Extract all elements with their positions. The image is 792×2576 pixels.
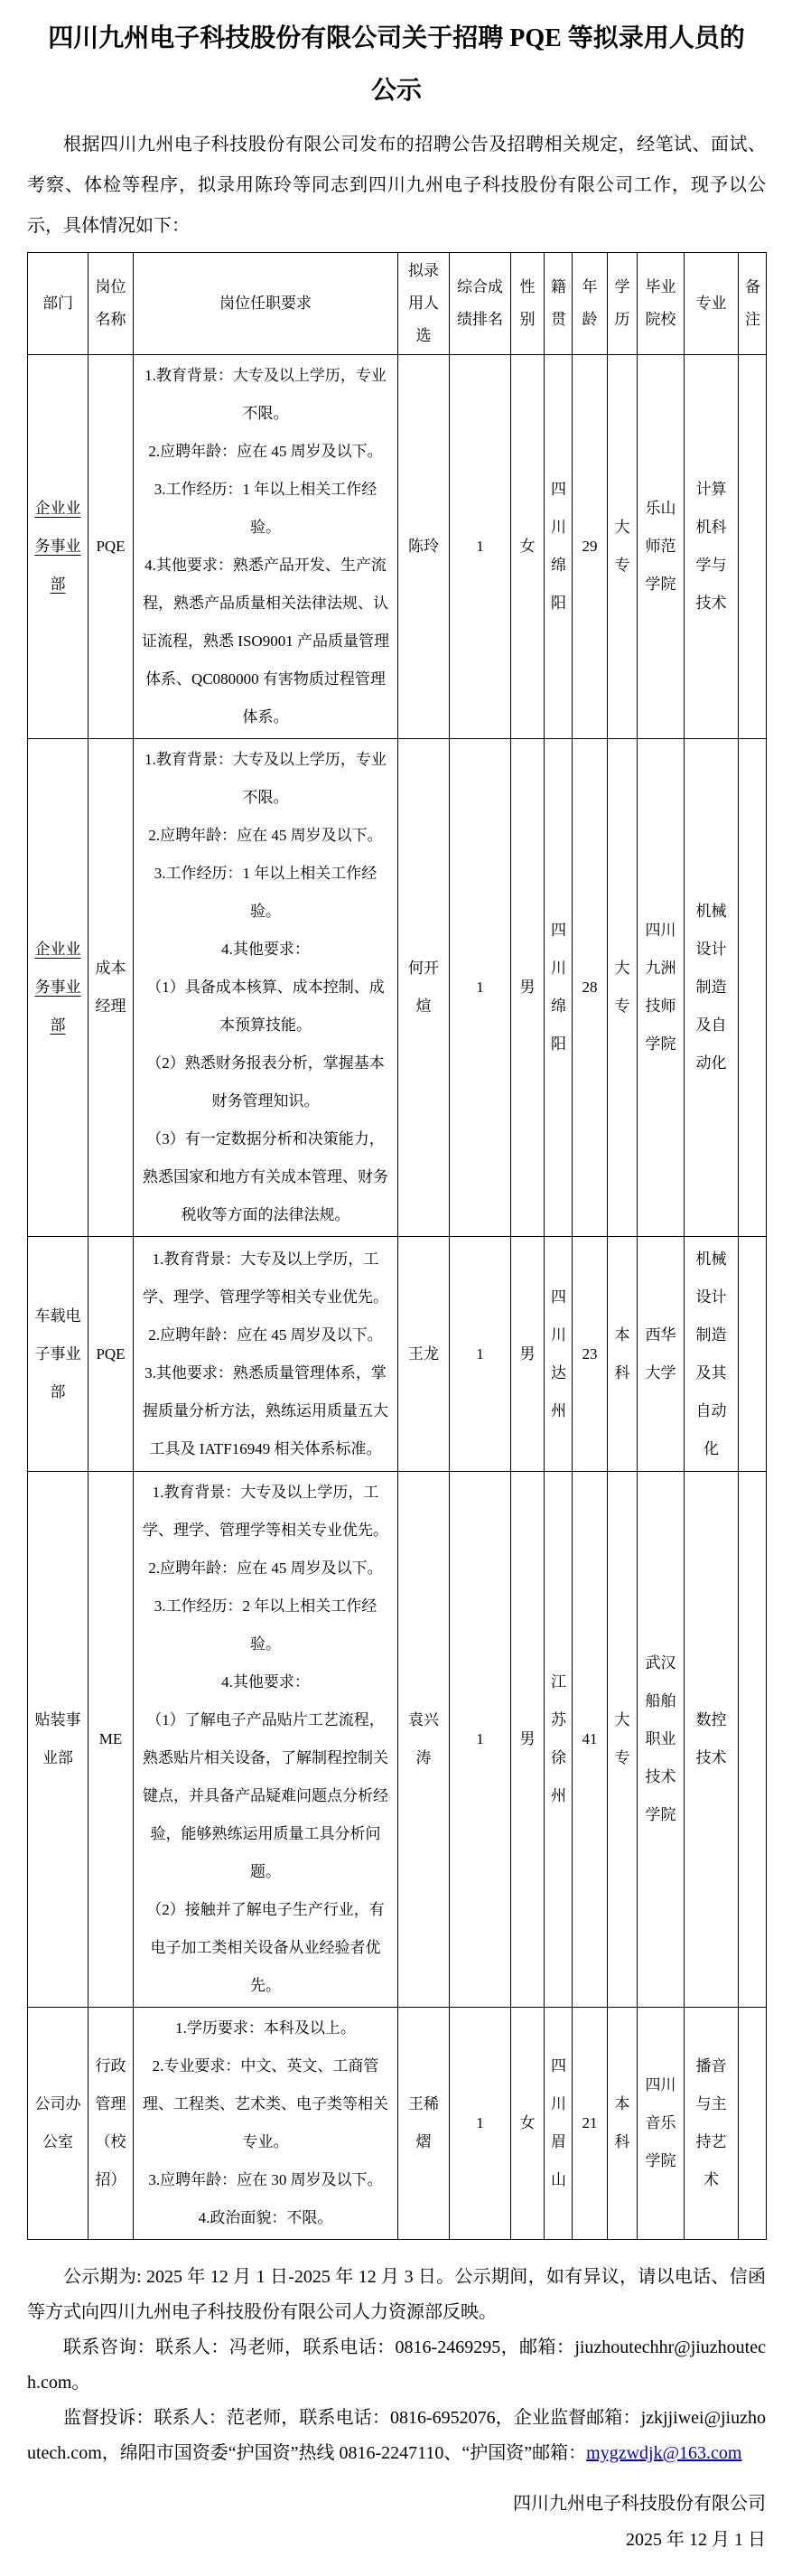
contact-paragraph: 联系咨询：联系人：冯老师，联系电话：0816-2469295，邮箱：jiuzhoutechhr@jiuzhoutech.com。 (27, 2337, 766, 2393)
requirement-line: （3）有一定数据分析和决策能力，熟悉国家和地方有关成本管理、财务税收等方面的法律法规。 (143, 1130, 388, 1223)
cell-rank: 1 (450, 355, 511, 739)
table-row (28, 739, 767, 1237)
cell-school: 四川音乐学院 (638, 2008, 685, 2240)
cell-candidate: 王龙 (398, 1237, 450, 1472)
requirement-line: 1.教育背景：大专及以上学历，工学、理学、管理学等相关专业优先。 (143, 1250, 388, 1306)
cell-requirements (134, 739, 398, 1237)
requirement-line: （1）具备成本核算、成本控制、成本预算技能。 (146, 979, 385, 1034)
requirement-line: （2）接触并了解电子生产行业，有电子加工类相关设备从业经验者优先。 (146, 1901, 385, 1994)
requirement-line: 2.专业要求：中文、英文、工商管理、工程类、艺术类、电子类等相关专业。 (143, 2057, 388, 2150)
requirement-line: 3.工作经历：2 年以上相关工作经验。 (154, 1597, 377, 1653)
recruitment-table (27, 252, 767, 2240)
requirement-line: 1.学历要求：本科及以上。 (175, 2019, 356, 2037)
table-row (28, 1237, 767, 1472)
cell-education: 本科 (608, 1237, 638, 1472)
cell-rank: 1 (450, 1237, 511, 1472)
cell-department (28, 355, 89, 739)
cell-education: 大专 (608, 1472, 638, 2008)
requirement-line: 3.工作经历：1 年以上相关工作经验。 (154, 865, 377, 920)
requirement-line: 2.应聘年龄：应在 45 周岁及以下。 (148, 1560, 383, 1577)
cell-school: 西华大学 (638, 1237, 685, 1472)
cell-position: 行政管理（校招） (89, 2008, 134, 2240)
company-signature: 四川九州电子科技股份有限公司 (513, 2494, 766, 2514)
header-rank: 综合成绩排名 (450, 253, 511, 355)
supervision-email-link[interactable]: mygzwdjk@163.com (586, 2443, 742, 2463)
department-text: 企业业务事业部 (34, 500, 81, 593)
header-requirements: 岗位任职要求 (134, 253, 398, 355)
cell-candidate: 陈玲 (398, 355, 450, 739)
cell-department (28, 739, 89, 1237)
requirement-line: 2.应聘年龄：应在 45 周岁及以下。 (148, 1325, 383, 1344)
cell-department: 贴装事业部 (28, 1472, 89, 2008)
cell-education: 本科 (608, 2008, 638, 2240)
cell-age: 41 (573, 1472, 608, 2008)
cell-age: 29 (573, 355, 608, 739)
cell-rank: 1 (450, 1472, 511, 2008)
cell-remark (739, 2008, 767, 2240)
cell-position: 成本经理 (89, 739, 134, 1237)
page-title-line2: 公示 (370, 77, 422, 105)
page-title-line1: 四川九州电子科技股份有限公司关于招聘 PQE 等拟录用人员的 (48, 24, 745, 52)
supervision-text: 监督投诉：联系人：范老师，联系电话：0816-6952076，企业监督邮箱：jzkjjiwei@jiuzhoutech.com，绵阳市国资委“护国资”热线 0816-2247110、“护国资”邮箱： (27, 2408, 766, 2463)
requirement-line: 2.应聘年龄：应在 45 周岁及以下。 (148, 827, 383, 844)
header-department: 部门 (28, 253, 89, 355)
header-school: 毕业院校 (638, 253, 685, 355)
header-remark: 备注 (739, 253, 767, 355)
header-hometown: 籍贯 (545, 253, 573, 355)
header-position: 岗位名称 (89, 253, 134, 355)
requirement-line: 4.其他要求：熟悉产品开发、生产流程，熟悉产品质量相关法律法规、认证流程，熟悉 ISO9001 产品质量管理体系、QC080000 有害物质过程管理体系。 (142, 557, 389, 726)
page-title (27, 13, 766, 117)
cell-gender: 女 (511, 355, 545, 739)
signature-date: 2025 年 12 月 1 日 (626, 2530, 766, 2550)
signature-block (27, 2486, 766, 2558)
supervision-paragraph (27, 2401, 766, 2471)
cell-hometown: 四川绵阳 (545, 739, 573, 1237)
department-text: 企业业务事业部 (34, 941, 81, 1034)
requirement-line: 4.其他要求： (221, 941, 310, 958)
header-age: 年龄 (573, 253, 608, 355)
header-major: 专业 (685, 253, 739, 355)
cell-department: 车载电子事业部 (28, 1237, 89, 1472)
cell-department: 公司办公室 (28, 2008, 89, 2240)
requirement-line: 1.教育背景：大专及以上学历，专业不限。 (144, 367, 387, 422)
footer (27, 2260, 766, 2558)
cell-age: 21 (573, 2008, 608, 2240)
cell-major: 机械设计制造及其自动化 (685, 1237, 739, 1472)
table-row (28, 1472, 767, 2008)
cell-school: 四川九洲技师学院 (638, 739, 685, 1237)
cell-requirements (134, 355, 398, 739)
cell-gender: 男 (511, 1237, 545, 1472)
cell-hometown: 江苏徐州 (545, 1472, 573, 2008)
cell-remark (739, 1472, 767, 2008)
requirement-line: 1.教育背景：大专及以上学历，工学、理学、管理学等相关专业优先。 (143, 1484, 388, 1539)
cell-major: 数控技术 (685, 1472, 739, 2008)
cell-education: 大专 (608, 739, 638, 1237)
cell-education: 大专 (608, 355, 638, 739)
cell-hometown: 四川眉山 (545, 2008, 573, 2240)
cell-rank: 1 (450, 739, 511, 1237)
table-row (28, 2008, 767, 2240)
cell-candidate: 袁兴涛 (398, 1472, 450, 2008)
requirement-line: 4.其他要求： (221, 1673, 310, 1691)
header-gender: 性别 (511, 253, 545, 355)
cell-requirements (134, 2008, 398, 2240)
cell-candidate: 王稀熠 (398, 2008, 450, 2240)
publicity-period-paragraph: 公示期为: 2025 年 12 月 1 日-2025 年 12 月 3 日。公示期间，如有异议，请以电话、信函等方式向四川九州电子科技股份有限公司人力资源部反映。 (27, 2267, 766, 2322)
requirement-line: （1）了解电子产品贴片工艺流程，熟悉贴片相关设备，了解制程控制关键点，并具备产品疑难问题点分析经验，能够熟练运用质量工具分析问题。 (143, 1711, 388, 1880)
cell-age: 23 (573, 1237, 608, 1472)
cell-rank: 1 (450, 2008, 511, 2240)
requirement-line: 2.应聘年龄：应在 45 周岁及以下。 (148, 443, 383, 460)
requirement-line: 3.应聘年龄：应在 30 周岁及以下。 (148, 2171, 383, 2188)
requirement-line: 1.教育背景：大专及以上学历，专业不限。 (144, 751, 387, 806)
cell-position: PQE (89, 1237, 134, 1472)
cell-remark (739, 739, 767, 1237)
cell-position: PQE (89, 355, 134, 739)
cell-school: 武汉船舶职业技术学院 (638, 1472, 685, 2008)
cell-major: 机械设计制造及自动化 (685, 739, 739, 1237)
cell-major: 计算机科学与技术 (685, 355, 739, 739)
requirement-line: 3.其他要求：熟悉质量管理体系，掌握质量分析方法，熟练运用质量五大工具及 IATF16949 相关体系标准。 (143, 1363, 388, 1457)
cell-gender: 男 (511, 739, 545, 1237)
table-header-row (28, 253, 767, 355)
cell-position: ME (89, 1472, 134, 2008)
cell-hometown: 四川绵阳 (545, 355, 573, 739)
cell-age: 28 (573, 739, 608, 1237)
cell-hometown: 四川达州 (545, 1237, 573, 1472)
header-education: 学历 (608, 253, 638, 355)
header-candidate: 拟录用人选 (398, 253, 450, 355)
requirement-line: 4.政治面貌：不限。 (198, 2209, 333, 2226)
cell-candidate: 何开煊 (398, 739, 450, 1237)
cell-gender: 女 (511, 2008, 545, 2240)
intro-paragraph: 根据四川九州电子科技股份有限公司发布的招聘公告及招聘相关规定，经笔试、面试、考察、体检等程序，拟录用陈玲等同志到四川九州电子科技股份有限公司工作，现予以公示，具体情况如下： (27, 135, 766, 236)
table-row (28, 355, 767, 739)
requirement-line: 3.工作经历：1 年以上相关工作经验。 (154, 481, 377, 536)
cell-remark (739, 1237, 767, 1472)
cell-remark (739, 355, 767, 739)
cell-requirements (134, 1237, 398, 1472)
cell-school: 乐山师范学院 (638, 355, 685, 739)
cell-requirements (134, 1472, 398, 2008)
requirement-line: （2）熟悉财务报表分析，掌握基本财务管理知识。 (146, 1054, 385, 1110)
cell-gender: 男 (511, 1472, 545, 2008)
cell-major: 播音与主持艺术 (685, 2008, 739, 2240)
